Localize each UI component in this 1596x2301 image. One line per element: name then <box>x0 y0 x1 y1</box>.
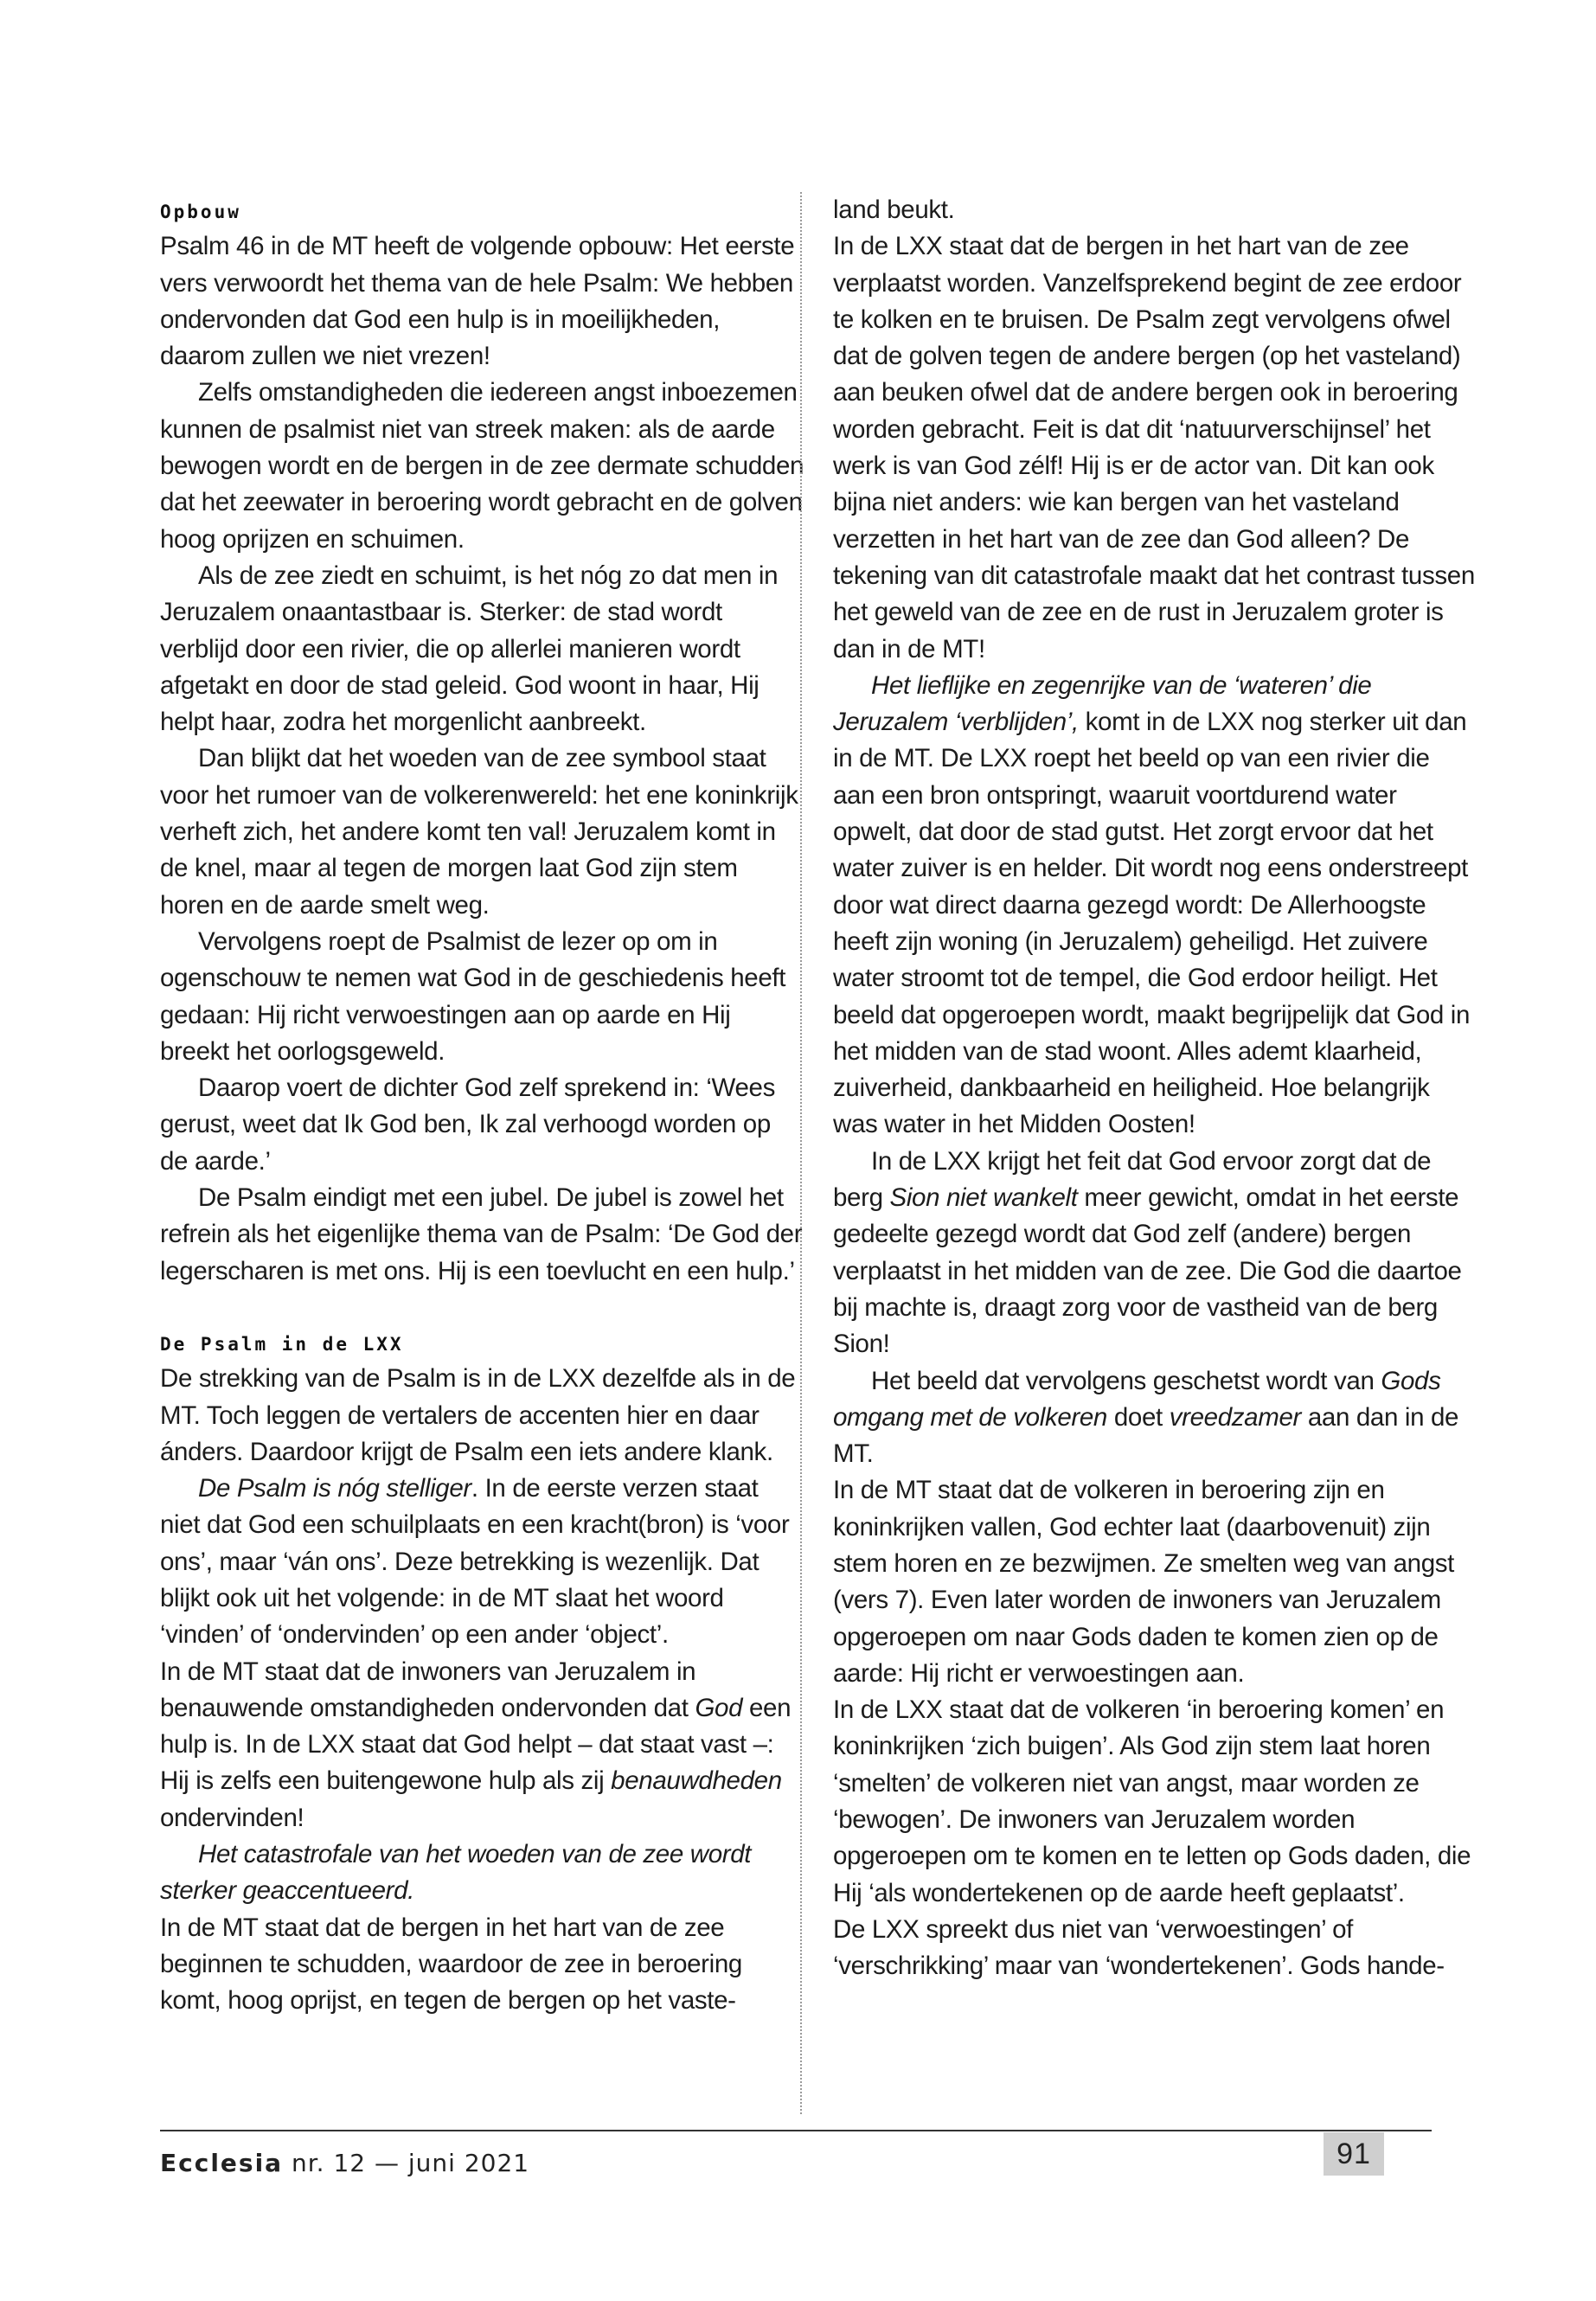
section-heading-psalm-lxx: De Psalm in de LXX <box>160 1333 404 1355</box>
paragraph: In de LXX staat dat de bergen in het hart van de zee verplaatst worden. Vanzelfsprekend begint de zee erdoor te kolken en te bruisen. De Psalm zegt vervolgens ofwel dat de golven tegen de andere bergen (op het vasteland) aan beuken ofwel dat de andere bergen ook in beroering worden gebracht. Feit is dat dit ‘natuurverschijnsel’ het werk is van God zélf! Hij is er de actor van. Dit kan ook bijna niet anders: wie kan bergen van het vasteland verzetten in het hart van de zee dan God alleen? De tekening van dit catastrofale maakt dat het contrast tussen het geweld van de zee en de rust in Jeruzalem groter is dan in de MT! <box>833 232 1475 663</box>
paragraph-text: een hulp is. In de LXX staat dat God helpt – dat staat vast –: Hij is zelfs een buitengewone hulp als zij <box>160 1693 792 1796</box>
emphasis: Sion niet wankelt <box>889 1183 1078 1213</box>
right-column <box>833 192 1477 1985</box>
paragraph-text: In de MT staat dat de inwoners van Jeruzalem in benauwende omstandigheden ondervonden dat <box>160 1657 696 1722</box>
paragraph: Als de zee ziedt en schuimt, is het nóg zo dat men in Jeruzalem onaantastbaar is. Sterker: de stad wordt verblijd door een rivier, die op allerlei manieren wordt afgetakt en door de stad geleid. God woont in haar, Hij helpt haar, zodra het morgenlicht aanbreekt. <box>160 561 779 737</box>
paragraph-text: Het beeld dat vervolgens geschetst wordt van <box>871 1366 1381 1395</box>
issue-info: nr. 12 — juni 2021 <box>291 2149 530 2177</box>
emphasis: vreedzamer <box>1169 1402 1301 1432</box>
paragraph-text: aan dan in de MT. <box>833 1402 1459 1469</box>
section-heading-opbouw: Opbouw <box>160 202 241 222</box>
paragraph: Dan blijkt dat het woeden van de zee symbool staat voor het rumoer van de volkerenwereld: het ene koninkrijk verheft zich, het andere komt ten val! Jeruzalem komt in de knel, maar al tegen de morgen laat God zijn stem horen en de aarde smelt weg. <box>160 744 798 920</box>
paragraph <box>160 1836 804 1910</box>
paragraph: De strekking van de Psalm is in de LXX dezelfde als in de MT. Toch leggen de vertalers de accenten hier en daar ánders. Daardoor krijgt de Psalm een iets andere klank. <box>160 1364 796 1466</box>
paragraph: De Psalm eindigt met een jubel. De jubel is zowel het refrein als het eigenlijke thema van de Psalm: ‘De God der legerscharen is met ons. Hij is een toevlucht en een hulp.’ <box>160 1183 803 1285</box>
paragraph: De LXX spreekt dus niet van ‘verwoestingen’ of ‘verschrikking’ maar van ‘wondertekenen’. Gods hande- <box>833 1914 1445 1981</box>
paragraph <box>160 1654 804 1836</box>
paragraph-text: . In de eerste verzen staat niet dat God een schuilplaats en een kracht(bron) is ‘voor ons’, maar ‘ván ons’. Deze betrekking is wezenlijk. Dat blijkt ook uit het volgende: in de MT slaat het woord ‘vinden’ of ‘ondervinden’ op een ander ‘object’. <box>160 1474 790 1650</box>
column-divider <box>800 192 802 2114</box>
paragraph: Psalm 46 in de MT heeft de volgende opbouw: Het eerste vers verwoordt het thema van de hele Psalm: We hebben ondervonden dat God een hulp is in moeilijkheden, daarom zullen we niet vrezen! <box>160 232 795 371</box>
paragraph-text: In de LXX krijgt het feit dat God ervoor zorgt dat de berg <box>833 1146 1432 1213</box>
footer-rule <box>160 2130 1432 2131</box>
paragraph-text: komt in de LXX nog sterker uit dan in de MT. De LXX roept het beeld op van een rivier die aan een bron ontspringt, waaruit voortdurend water opwelt, dat door de stad gutst. Het zorgt ervoor dat het water zuiver is en helder. Dit wordt nog eens onderstreept door wat direct daarna gezegd wordt: De Allerhoogste heeft zijn woning (in Jeruzalem) geheiligd. Het zuivere water stroomt tot de tempel, die God erdoor heiligt. Het beeld dat opgeroepen wordt, maakt begrijpelijk dat God in het midden van de stad woont. Alles ademt klaarheid, zuiverheid, dankbaarheid en heiligheid. Hoe belangrijk was water in het Midden Oosten! <box>833 708 1471 1139</box>
emphasis: God <box>695 1693 743 1722</box>
paragraph <box>833 1144 1477 1363</box>
paragraph: In de MT staat dat de bergen in het hart van de zee beginnen te schudden, waardoor de zee in beroering komt, hoog oprijst, en tegen de bergen op het vaste- <box>160 1913 742 2016</box>
paragraph: Zelfs omstandigheden die iedereen angst inboezemen kunnen de psalmist niet van streek maken: als de aarde bewogen wordt en de bergen in de zee dermate schudden dat het zeewater in beroering wordt gebracht en de golven hoog oprijzen en schuimen. <box>160 378 804 554</box>
paragraph-text: meer gewicht, omdat in het eerste gedeelte gezegd wordt dat God zelf (andere) bergen verplaatst in het midden van de zee. Die God die daartoe bij machte is, draagt zorg voor de vastheid van de berg Sion! <box>833 1183 1462 1359</box>
emphasis: De Psalm is nóg stelliger <box>198 1474 471 1503</box>
paragraph <box>833 1363 1477 1473</box>
emphasis: Het lieflijke en zegenrijke van de ‘wateren’ die Jeruzalem ‘verblijden’, <box>833 670 1372 737</box>
paragraph: In de LXX staat dat de volkeren ‘in beroering komen’ en koninkrijken ‘zich buigen’. Als God zijn stem laat horen ‘smelten’ de volkeren niet van angst, maar worden ze ‘bewogen’. De inwoners van Jeruzalem worden opgeroepen om te komen en te letten op Gods daden, die Hij ‘als wondertekenen op de aarde heeft geplaatst’. <box>833 1695 1471 1907</box>
left-column <box>160 192 804 2020</box>
paragraph: In de MT staat dat de volkeren in beroering zijn en koninkrijken vallen, God echter laat (daarbovenuit) zijn stem horen en ze bezwijmen. Ze smelten weg van angst (vers 7). Even later worden de inwoners van Jeruzalem opgeroepen om naar Gods daden te komen zien op de aarde: Hij richt er verwoestingen aan. <box>833 1476 1455 1688</box>
paragraph-text: doet <box>1107 1402 1170 1432</box>
paragraph: Daarop voert de dichter God zelf sprekend in: ‘Wees gerust, weet dat Ik God ben, Ik zal verhoogd worden op de aarde.’ <box>160 1074 776 1176</box>
paragraph: land beukt. <box>833 195 955 224</box>
paragraph <box>833 668 1477 1144</box>
emphasis: Gods omgang met de volkeren <box>833 1366 1441 1432</box>
footer-issue-line <box>160 2149 529 2177</box>
emphasis: Het catastrofale van het woeden van de zee wordt sterker geaccentueerd. <box>160 1840 752 1906</box>
magazine-name: Ecclesia <box>160 2149 284 2177</box>
emphasis: benauwdheden <box>611 1766 782 1796</box>
paragraph <box>160 1471 804 1653</box>
paragraph-text: ondervinden! <box>160 1803 304 1832</box>
paragraph: Vervolgens roept de Psalmist de lezer op om in ogenschouw te nemen wat God in de geschiedenis heeft gedaan: Hij richt verwoestingen aan op aarde en Hij breekt het oorlogsgeweld. <box>160 926 786 1066</box>
page-number: 91 <box>1324 2132 1384 2176</box>
